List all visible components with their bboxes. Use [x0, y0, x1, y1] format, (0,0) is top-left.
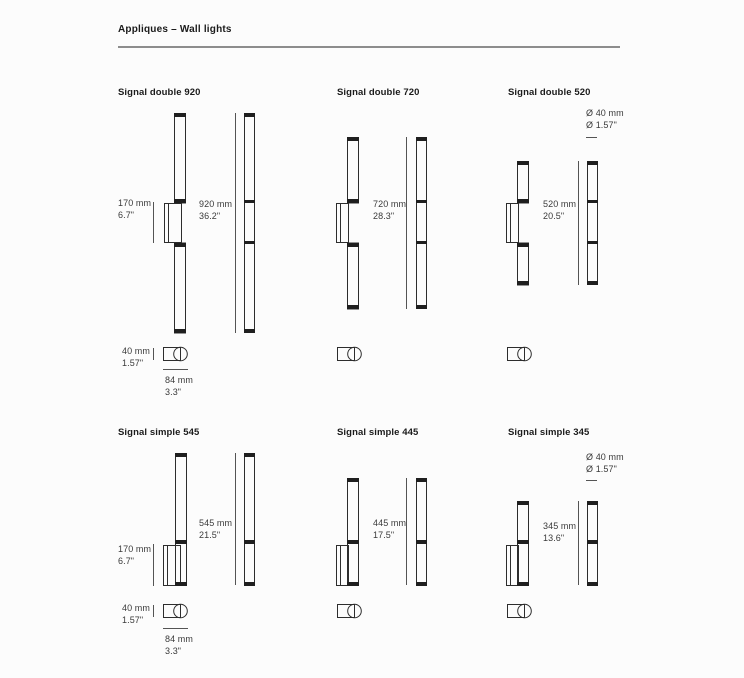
top-view-drawing: [154, 604, 189, 628]
front-view-drawing: [579, 161, 599, 285]
dim-in: 3.3": [165, 645, 182, 656]
bracket-depth-label: [165, 375, 193, 398]
total-height-label: [199, 518, 232, 541]
dim-in: 3.3": [165, 386, 182, 397]
total-height-label: [373, 518, 406, 541]
side-view-drawing: [337, 478, 360, 586]
dim-in: 6.7": [118, 555, 135, 566]
page-title: Appliques – Wall lights: [118, 24, 232, 35]
side-view-drawing: [154, 453, 188, 586]
side-view-drawing: [337, 137, 360, 309]
top-view-drawing: [508, 604, 532, 618]
dim-in: 6.7": [118, 209, 135, 220]
dim-mm: 720 mm: [373, 199, 407, 209]
signal-double-520-drawing: [506, 85, 677, 435]
signal-double-720-drawing: [336, 85, 507, 435]
section-signal-simple-545: [118, 425, 344, 678]
dim-mm: 84 mm: [165, 634, 194, 644]
front-view-drawing: [236, 113, 256, 333]
dim-mm: 445 mm: [373, 518, 407, 528]
section-title: Signal double 720: [337, 87, 420, 98]
dim-mm: Ø 40 mm: [586, 108, 624, 118]
section-signal-simple-345: [506, 425, 677, 678]
dim-mm: 84 mm: [165, 375, 194, 385]
dim-mm: 520 mm: [543, 199, 577, 209]
side-view-drawing: [507, 501, 530, 586]
dim-in: 1.57": [122, 357, 144, 368]
dim-mm: 345 mm: [543, 521, 577, 531]
total-height-label: [543, 521, 576, 544]
front-view-drawing: [407, 137, 428, 309]
bracket-depth-label: [165, 634, 193, 657]
bracket-height-label: [118, 544, 151, 567]
top-view-drawing: [154, 347, 189, 369]
front-view-drawing: [236, 453, 256, 586]
section-title: Signal double 520: [508, 87, 591, 98]
dim-in: 1.57": [122, 614, 144, 625]
front-view-drawing: [407, 478, 428, 586]
signal-simple-445-drawing: [336, 425, 507, 678]
dim-mm: 40 mm: [122, 346, 151, 356]
dim-in: Ø 1.57": [586, 463, 617, 474]
dim-mm: 40 mm: [122, 603, 151, 613]
dim-in: 28.3": [373, 210, 395, 221]
dim-in: 21.5": [199, 529, 221, 540]
dim-mm: 170 mm: [118, 198, 152, 208]
section-signal-double-920: [118, 85, 344, 435]
tube-diameter-label: [122, 603, 150, 626]
dim-in: 20.5": [543, 210, 565, 221]
dim-mm: 545 mm: [199, 518, 233, 528]
top-view-drawing: [508, 347, 532, 361]
dim-mm: 170 mm: [118, 544, 152, 554]
section-title: Signal simple 345: [508, 427, 590, 438]
diameter-note-label: [586, 108, 624, 131]
header-divider: [118, 46, 620, 48]
side-view-drawing: [154, 113, 187, 333]
top-view-drawing: [338, 347, 362, 361]
signal-simple-545-drawing: [118, 425, 344, 678]
bracket-height-label: [118, 198, 151, 221]
section-signal-simple-445: [336, 425, 507, 678]
section-signal-double-720: [336, 85, 507, 435]
total-height-label: [199, 199, 232, 222]
top-view-drawing: [338, 604, 362, 618]
tube-diameter-label: [122, 346, 150, 369]
section-title: Signal simple 445: [337, 427, 419, 438]
section-title: Signal double 920: [118, 87, 201, 98]
section-signal-double-520: [506, 85, 677, 435]
signal-double-920-drawing: [118, 85, 344, 435]
total-height-label: [373, 199, 406, 222]
dim-in: Ø 1.57": [586, 119, 617, 130]
diameter-note-label: [586, 452, 624, 475]
total-height-label: [543, 199, 576, 222]
side-view-drawing: [507, 161, 530, 285]
dim-mm: Ø 40 mm: [586, 452, 624, 462]
dim-in: 13.6": [543, 532, 565, 543]
dim-mm: 920 mm: [199, 199, 233, 209]
front-view-drawing: [579, 501, 599, 586]
dim-in: 36.2": [199, 210, 221, 221]
dim-in: 17.5": [373, 529, 395, 540]
section-title: Signal simple 545: [118, 427, 200, 438]
